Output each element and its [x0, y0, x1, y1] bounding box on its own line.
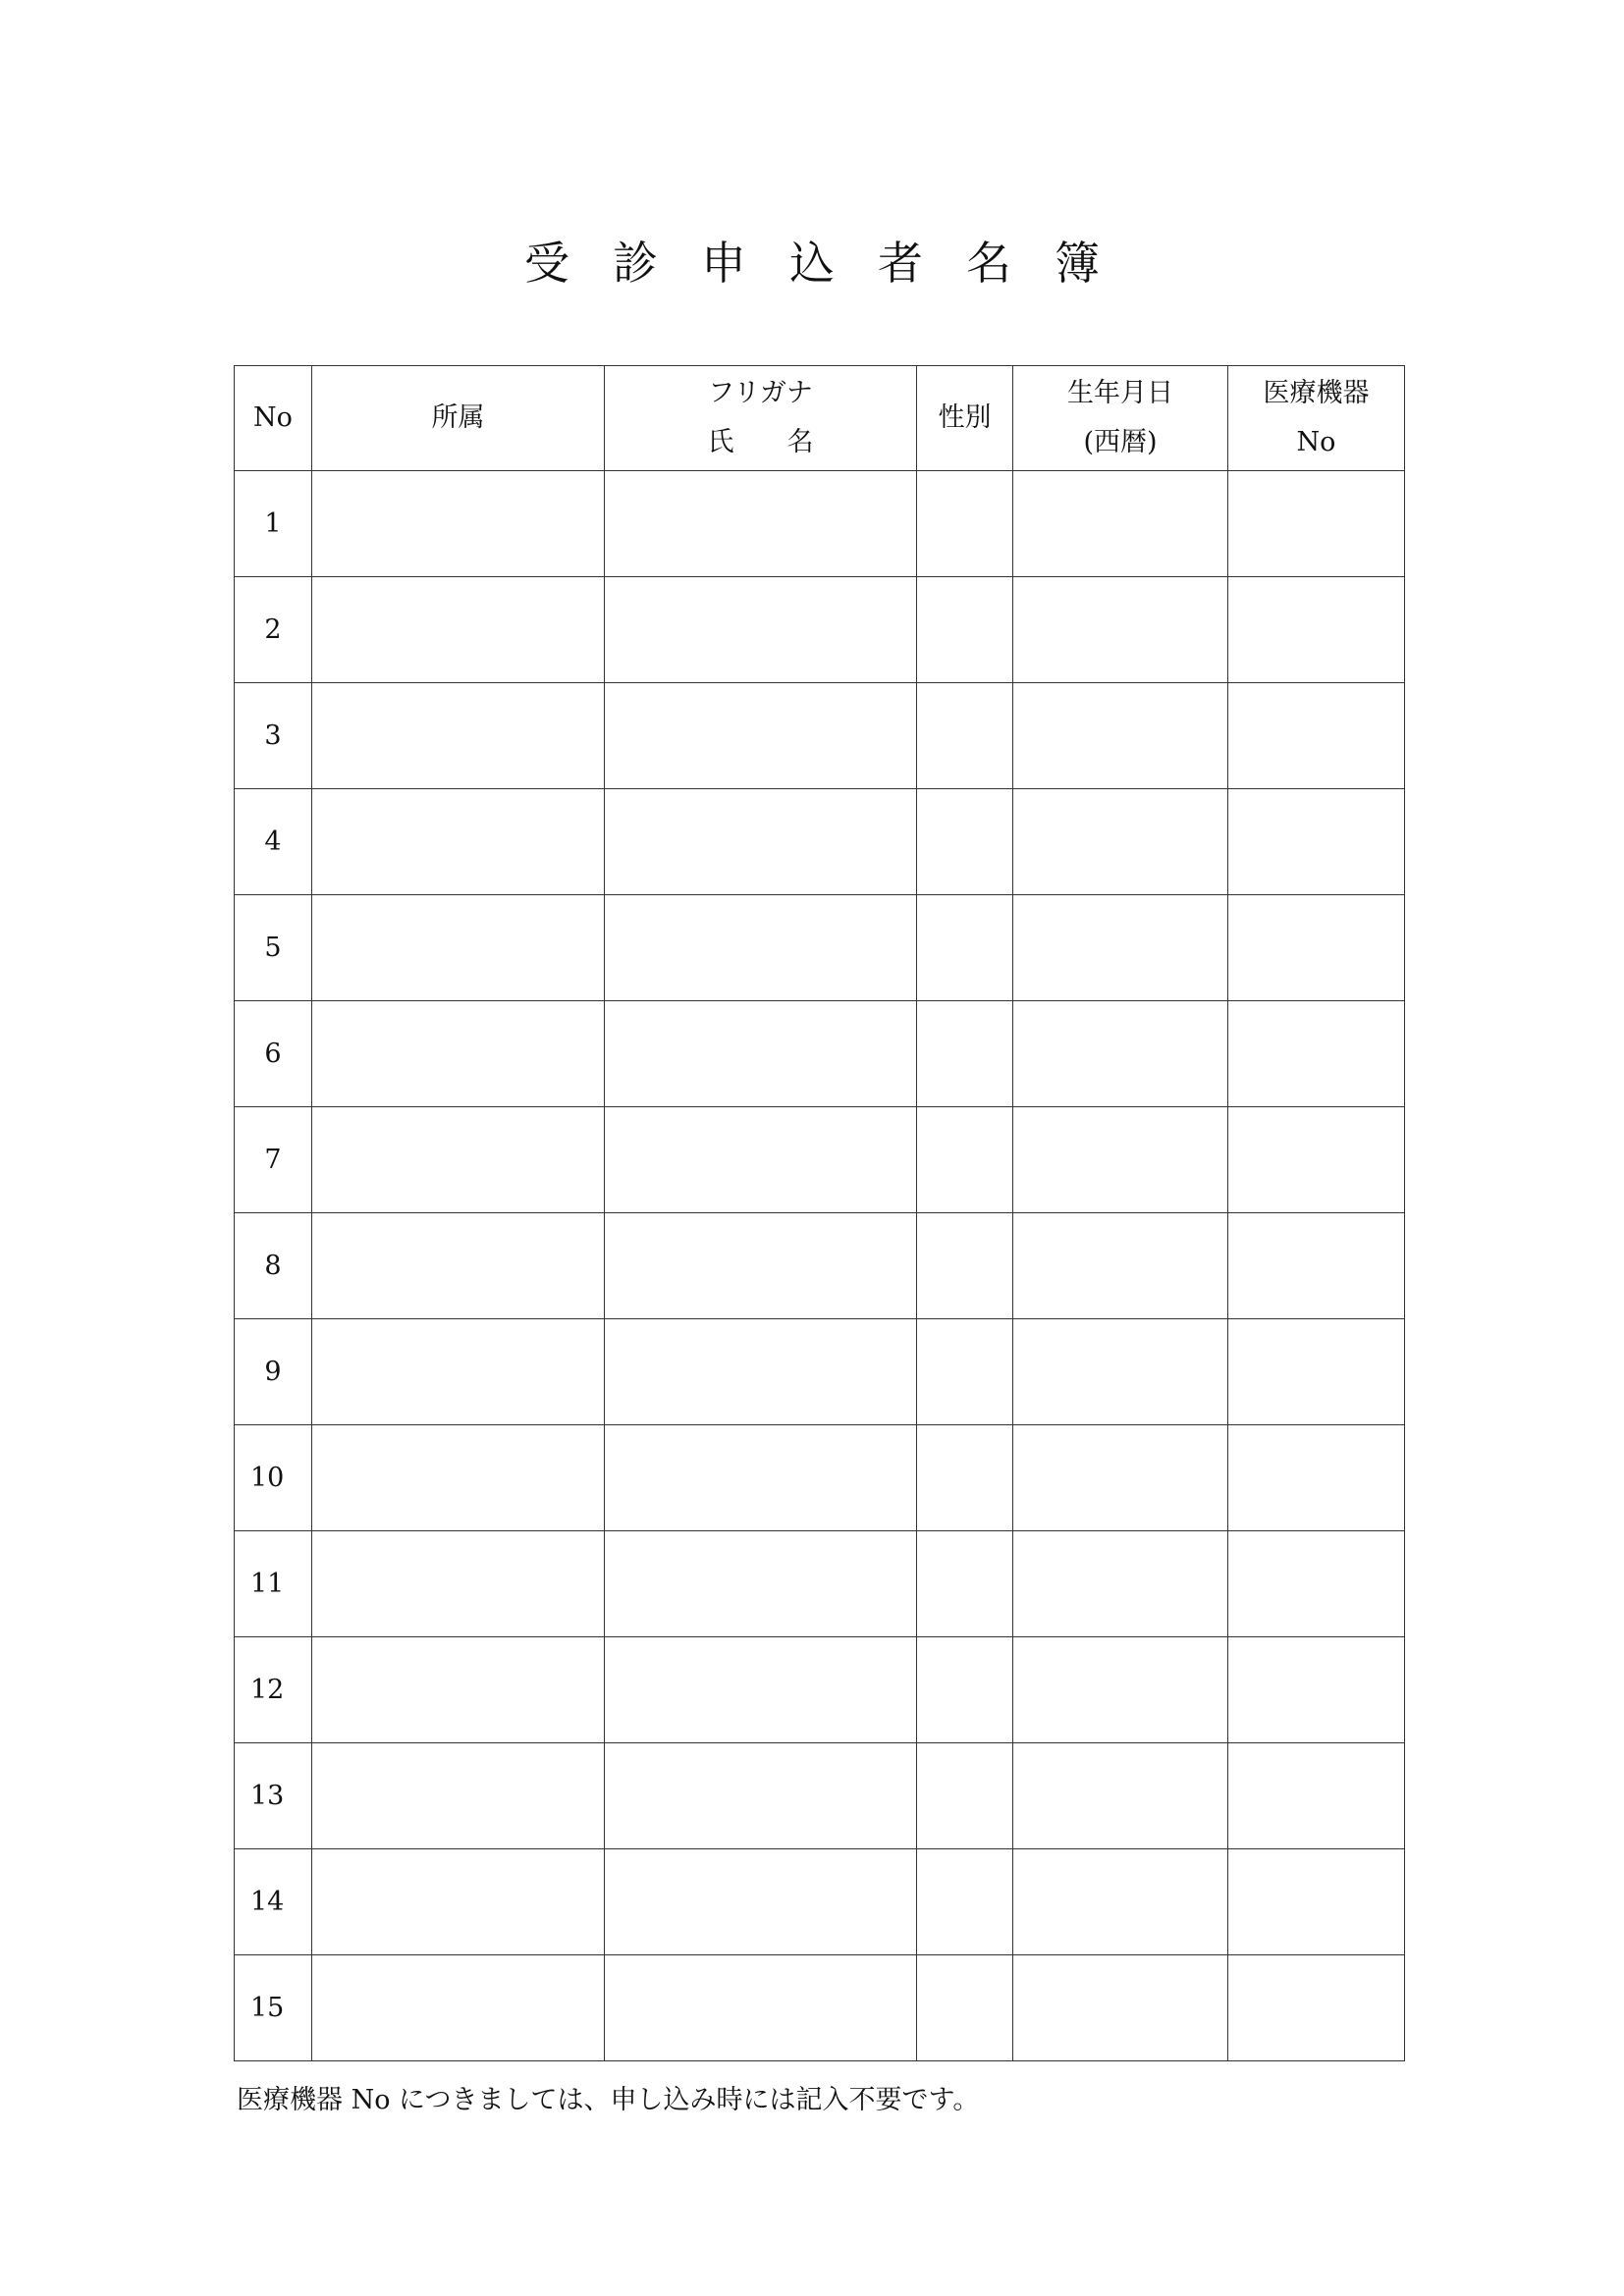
birthdate-cell[interactable]: [1013, 577, 1228, 683]
affiliation-cell[interactable]: [312, 1213, 605, 1319]
device-no-cell[interactable]: [1228, 1531, 1405, 1637]
footnote: 医療機器 No につきましては、申し込み時には記入不要です。: [237, 2085, 980, 2115]
header-birthdate: [1013, 366, 1228, 471]
header-device: [1228, 366, 1405, 471]
table-row: [235, 1213, 1405, 1319]
device-no-cell[interactable]: [1228, 577, 1405, 683]
row-number: 8: [235, 1213, 312, 1319]
sex-cell[interactable]: [917, 471, 1013, 577]
device-no-cell[interactable]: [1228, 1319, 1405, 1425]
row-number: 9: [235, 1319, 312, 1425]
header-no: No: [235, 366, 312, 471]
sex-cell[interactable]: [917, 1743, 1013, 1849]
sex-cell[interactable]: [917, 1319, 1013, 1425]
row-number: 13: [235, 1743, 312, 1849]
affiliation-cell[interactable]: [312, 1955, 605, 2061]
birthdate-cell[interactable]: [1013, 1849, 1228, 1955]
birthdate-cell[interactable]: [1013, 789, 1228, 895]
name-cell[interactable]: [605, 577, 917, 683]
affiliation-cell[interactable]: [312, 471, 605, 577]
header-birthdate-note: (西暦): [1083, 427, 1158, 457]
header-name: [605, 366, 917, 471]
birthdate-cell[interactable]: [1013, 1425, 1228, 1531]
row-number: 15: [235, 1955, 312, 2061]
birthdate-cell[interactable]: [1013, 895, 1228, 1001]
name-cell[interactable]: [605, 1637, 917, 1743]
birthdate-cell[interactable]: [1013, 1107, 1228, 1213]
table-row: [235, 1001, 1405, 1107]
affiliation-cell[interactable]: [312, 1425, 605, 1531]
name-cell[interactable]: [605, 1107, 917, 1213]
header-row: [235, 366, 1405, 471]
birthdate-cell[interactable]: [1013, 1213, 1228, 1319]
row-number: 10: [235, 1425, 312, 1531]
table-row: [235, 1107, 1405, 1213]
name-cell[interactable]: [605, 1319, 917, 1425]
row-number: 2: [235, 577, 312, 683]
sex-cell[interactable]: [917, 1107, 1013, 1213]
name-cell[interactable]: [605, 683, 917, 789]
row-number: 5: [235, 895, 312, 1001]
row-number: 11: [235, 1531, 312, 1637]
affiliation-cell[interactable]: [312, 1849, 605, 1955]
name-cell[interactable]: [605, 895, 917, 1001]
name-cell[interactable]: [605, 1425, 917, 1531]
row-number: 3: [235, 683, 312, 789]
table-row: [235, 1955, 1405, 2061]
row-number: 7: [235, 1107, 312, 1213]
device-no-cell[interactable]: [1228, 471, 1405, 577]
affiliation-cell[interactable]: [312, 1637, 605, 1743]
sex-cell[interactable]: [917, 1531, 1013, 1637]
birthdate-cell[interactable]: [1013, 1955, 1228, 2061]
roster-body: [235, 471, 1405, 2061]
row-number: 14: [235, 1849, 312, 1955]
sex-cell[interactable]: [917, 683, 1013, 789]
affiliation-cell[interactable]: [312, 1531, 605, 1637]
name-cell[interactable]: [605, 1213, 917, 1319]
sex-cell[interactable]: [917, 1849, 1013, 1955]
name-cell[interactable]: [605, 1001, 917, 1107]
affiliation-cell[interactable]: [312, 789, 605, 895]
row-number: 4: [235, 789, 312, 895]
applicant-roster-table: [234, 365, 1405, 2061]
name-cell[interactable]: [605, 471, 917, 577]
affiliation-cell[interactable]: [312, 1001, 605, 1107]
row-number: 1: [235, 471, 312, 577]
sex-cell[interactable]: [917, 1637, 1013, 1743]
sex-cell[interactable]: [917, 1425, 1013, 1531]
device-no-cell[interactable]: [1228, 1107, 1405, 1213]
name-cell[interactable]: [605, 1531, 917, 1637]
name-cell[interactable]: [605, 1849, 917, 1955]
affiliation-cell[interactable]: [312, 1743, 605, 1849]
sex-cell[interactable]: [917, 577, 1013, 683]
table-row: [235, 1849, 1405, 1955]
header-birthdate-label: 生年月日: [1067, 378, 1173, 408]
name-cell[interactable]: [605, 1955, 917, 2061]
row-number: 12: [235, 1637, 312, 1743]
header-furigana-label: フリガナ: [708, 378, 813, 408]
sex-cell[interactable]: [917, 789, 1013, 895]
affiliation-cell[interactable]: [312, 683, 605, 789]
device-no-cell[interactable]: [1228, 683, 1405, 789]
sex-cell[interactable]: [917, 1001, 1013, 1107]
device-no-cell[interactable]: [1228, 895, 1405, 1001]
header-affiliation: 所属: [312, 366, 605, 471]
header-sex: 性別: [917, 366, 1013, 471]
header-device-label: 医療機器: [1263, 378, 1370, 408]
sex-cell[interactable]: [917, 1955, 1013, 2061]
birthdate-cell[interactable]: [1013, 1743, 1228, 1849]
row-number: 6: [235, 1001, 312, 1107]
affiliation-cell[interactable]: [312, 1319, 605, 1425]
table-row: [235, 577, 1405, 683]
birthdate-cell[interactable]: [1013, 1531, 1228, 1637]
affiliation-cell[interactable]: [312, 1107, 605, 1213]
birthdate-cell[interactable]: [1013, 683, 1228, 789]
table-row: [235, 683, 1405, 789]
table-row: [235, 895, 1405, 1001]
header-device-no-label: No: [1296, 427, 1336, 457]
birthdate-cell[interactable]: [1013, 1001, 1228, 1107]
table-row: [235, 789, 1405, 895]
header-name-label: 氏 名: [707, 427, 814, 457]
device-no-cell[interactable]: [1228, 1955, 1405, 2061]
table-row: [235, 1743, 1405, 1849]
device-no-cell[interactable]: [1228, 789, 1405, 895]
table-row: [235, 1319, 1405, 1425]
table-row: [235, 1531, 1405, 1637]
page-title: 受診申込者名簿: [524, 237, 1143, 290]
device-no-cell[interactable]: [1228, 1213, 1405, 1319]
table-row: [235, 1425, 1405, 1531]
birthdate-cell[interactable]: [1013, 1637, 1228, 1743]
name-cell[interactable]: [605, 789, 917, 895]
table-row: [235, 1637, 1405, 1743]
name-cell[interactable]: [605, 1743, 917, 1849]
sex-cell[interactable]: [917, 1213, 1013, 1319]
table-row: [235, 471, 1405, 577]
device-no-cell[interactable]: [1228, 1743, 1405, 1849]
device-no-cell[interactable]: [1228, 1637, 1405, 1743]
affiliation-cell[interactable]: [312, 895, 605, 1001]
birthdate-cell[interactable]: [1013, 471, 1228, 577]
sex-cell[interactable]: [917, 895, 1013, 1001]
device-no-cell[interactable]: [1228, 1001, 1405, 1107]
affiliation-cell[interactable]: [312, 577, 605, 683]
birthdate-cell[interactable]: [1013, 1319, 1228, 1425]
device-no-cell[interactable]: [1228, 1849, 1405, 1955]
device-no-cell[interactable]: [1228, 1425, 1405, 1531]
